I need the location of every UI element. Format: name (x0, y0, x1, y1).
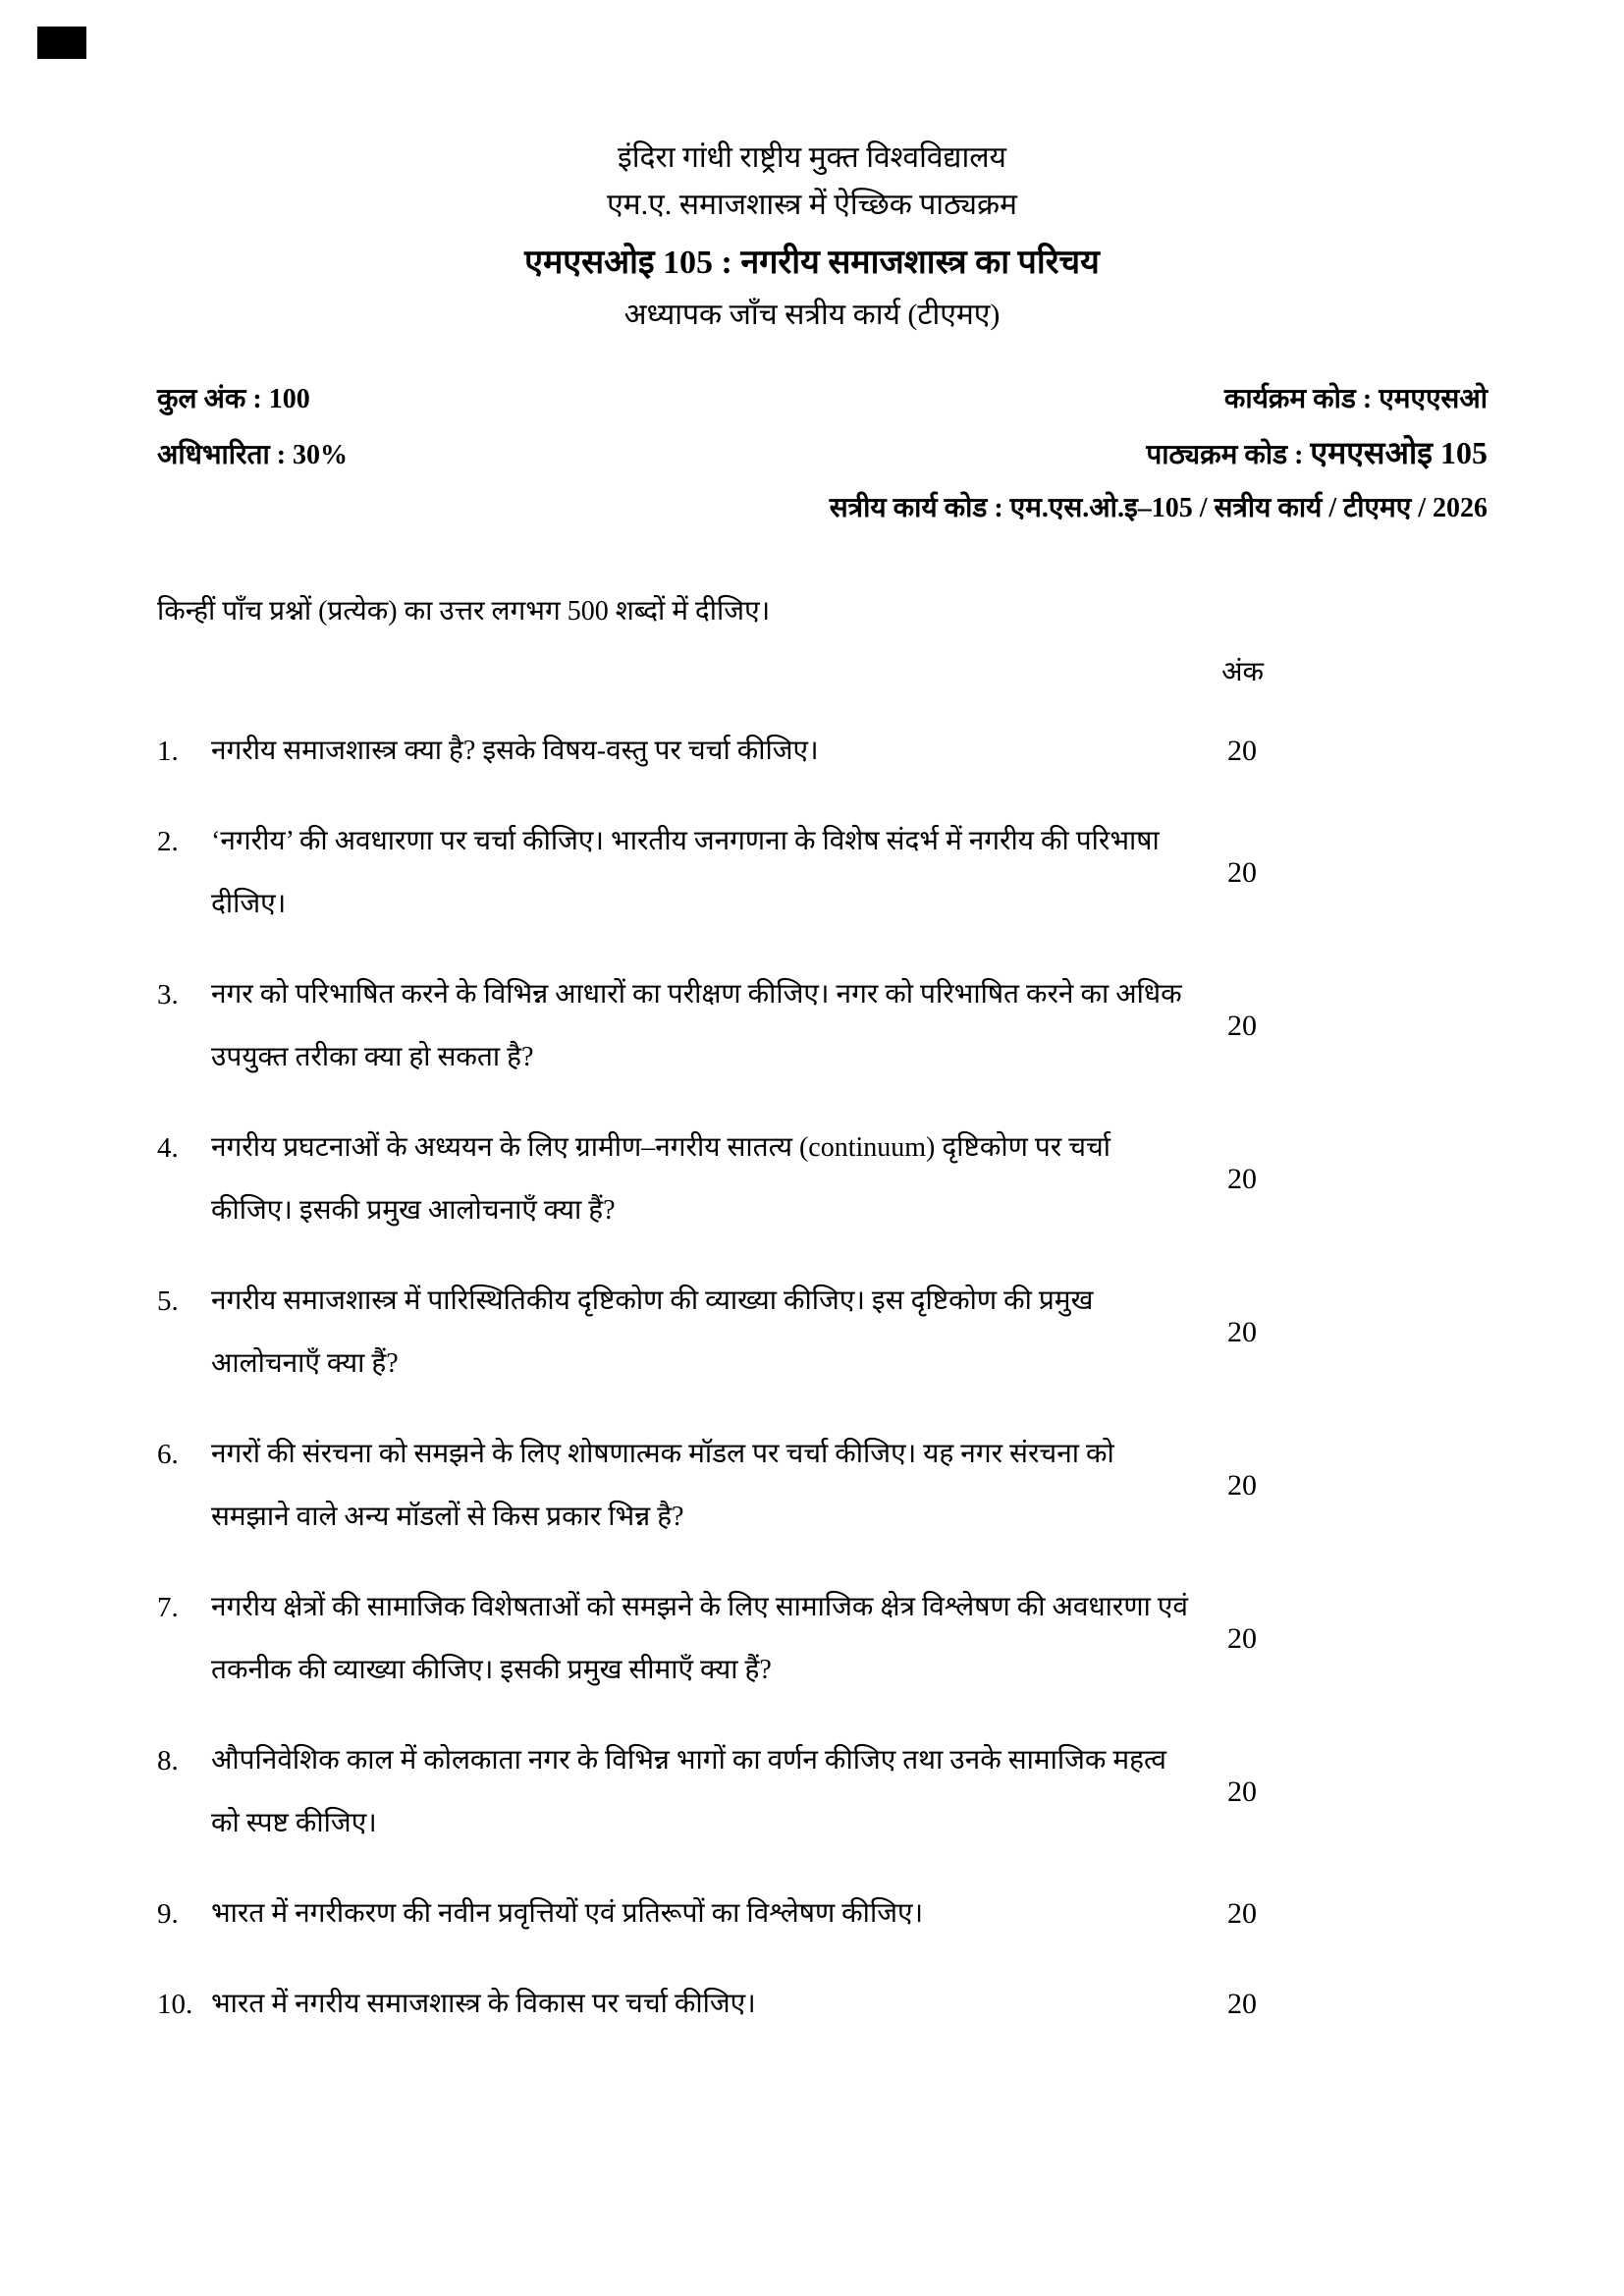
question-marks: 20 (1227, 1316, 1257, 1348)
assignment-type: अध्यापक जाँच सत्रीय कार्य (टीएमए) (623, 299, 1001, 331)
programme-code: कार्यक्रम कोड : एमएएसओ (1223, 384, 1488, 414)
question-row-1 (157, 720, 1291, 783)
question-number: 6. (157, 1439, 179, 1470)
question-number: 7. (157, 1592, 179, 1623)
info-row-2 (157, 434, 1488, 474)
question-number: 10. (157, 1989, 193, 2020)
question-text: नगरीय समाजशास्त्र में पारिस्थितिकीय दृष्टिकोण की व्याख्या कीजिए। इस दृष्टिकोण की प्रमुख आलोचनाएँ क्या हैं? (211, 1285, 1094, 1379)
document-header (0, 0, 1624, 336)
question-row-8 (157, 1729, 1291, 1855)
question-text: भारत में नगरीकरण की नवीन प्रवृत्तियों एवं प्रतिरूपों का विश्लेषण कीजिए। (211, 1898, 924, 1929)
marks-column-header: अंक (1221, 657, 1264, 687)
info-row-3 (157, 490, 1488, 527)
question-marks: 20 (1227, 1897, 1257, 1930)
question-text: भारत में नगरीय समाजशास्त्र के विकास पर चर्चा कीजिए। (211, 1989, 756, 2019)
question-text: नगरीय क्षेत्रों की सामाजिक विशेषताओं को समझने के लिए सामाजिक क्षेत्र विश्लेषण की अवधारणा एवं तकनीक की व्याख्या कीजिए। इसकी प्रमुख सीमाएँ क्या हैं? (211, 1592, 1188, 1685)
question-text: नगरों की संरचना को समझने के लिए शोषणात्मक मॉडल पर चर्चा कीजिए। यह नगर संरचना को समझाने वाले अन्य मॉडलों से किस प्रकार भिन्न है? (211, 1439, 1114, 1532)
weightage: अधिभारिता : 30% (157, 440, 349, 470)
question-text: नगरीय प्रघटनाओं के अध्ययन के लिए ग्रामीण–नगरीय सातत्य (continuum) दृष्टिकोण पर चर्चा कीजिए। इसकी प्रमुख आलोचनाएँ क्या हैं? (211, 1132, 1111, 1226)
question-row-2 (157, 810, 1291, 936)
question-marks: 20 (1227, 1010, 1257, 1042)
question-marks: 20 (1227, 1776, 1257, 1808)
course-code-label: पाठ्यक्रम कोड : (1146, 440, 1311, 470)
question-marks: 20 (1227, 1622, 1257, 1655)
question-number: 2. (157, 826, 179, 857)
question-text: औपनिवेशिक काल में कोलकाता नगर के विभिन्न भागों का वर्णन कीजिए तथा उनके सामाजिक महत्व को स्पष्ट कीजिए। (211, 1745, 1167, 1838)
question-row-10 (157, 1973, 1291, 2036)
info-row-1 (157, 381, 1488, 418)
question-marks: 20 (1227, 1988, 1257, 2020)
question-list (0, 720, 1624, 2036)
question-number: 5. (157, 1285, 179, 1317)
total-marks: कुल अंक : 100 (157, 384, 310, 414)
university-name: इंदिरा गांधी राष्ट्रीय मुक्त विश्वविद्यालय (618, 141, 1006, 174)
question-marks: 20 (1227, 856, 1257, 889)
question-row-7 (157, 1576, 1291, 1702)
question-number: 1. (157, 736, 179, 767)
question-marks: 20 (1227, 1469, 1257, 1502)
question-row-3 (157, 963, 1291, 1089)
course-title: एमएसओइ 105 : नगरीय समाजशास्त्र का परिचय (524, 245, 1100, 281)
question-number: 9. (157, 1898, 179, 1930)
question-row-4 (157, 1117, 1291, 1242)
question-row-5 (157, 1270, 1291, 1395)
question-row-6 (157, 1423, 1291, 1549)
question-number: 4. (157, 1132, 179, 1164)
programme-name: एम.ए. समाजशास्त्र में ऐच्छिक पाठ्यक्रम (607, 189, 1017, 221)
instruction-line: किन्हीं पाँच प्रश्नों (प्रत्येक) का उत्तर लगभग 500 शब्दों में दीजिए। (157, 596, 771, 627)
assignment-info-block (0, 381, 1624, 527)
question-number: 8. (157, 1745, 179, 1777)
question-text: ‘नगरीय’ की अवधारणा पर चर्चा कीजिए। भारतीय जनगणना के विशेष संदर्भ में नगरीय की परिभाषा दीजिए। (211, 826, 1160, 919)
question-text: नगर को परिभाषित करने के विभिन्न आधारों का परीक्षण कीजिए। नगर को परिभाषित करने का अधिक उपयुक्त तरीका क्या हो सकता है? (211, 979, 1182, 1072)
question-number: 3. (157, 979, 179, 1011)
course-code-value: एमएसओइ 105 (1310, 435, 1488, 470)
question-marks: 20 (1227, 1163, 1257, 1195)
question-row-9 (157, 1883, 1291, 1945)
question-text: नगरीय समाजशास्त्र क्या है? इसके विषय-वस्तु पर चर्चा कीजिए। (211, 736, 819, 766)
scan-artifact-mark (37, 27, 86, 59)
assignment-code: सत्रीय कार्य कोड : एम.एस.ओ.इ–105 / सत्रीय कार्य / टीएमए / 2026 (829, 493, 1488, 523)
question-marks: 20 (1227, 735, 1257, 767)
course-code (1146, 434, 1488, 474)
